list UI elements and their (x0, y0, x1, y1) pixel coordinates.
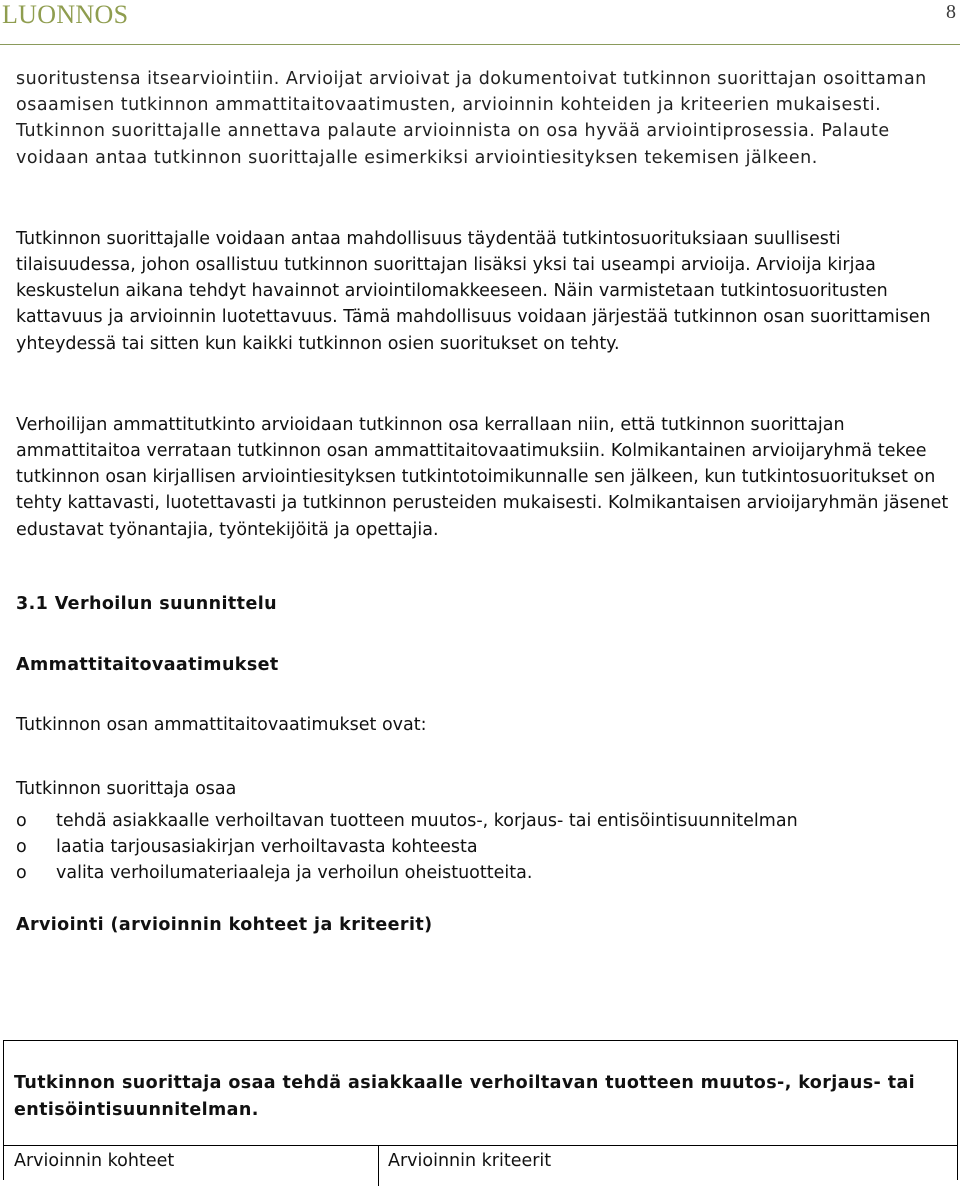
column-divider (378, 1146, 379, 1186)
bullet-marker: o (16, 837, 27, 858)
list-item-text: tehdä asiakkaalle verhoiltavan tuotteen muutos-, korjaus- tai entisöintisuunnitelman (56, 810, 798, 831)
list-item (16, 808, 952, 834)
requirements-lead: Tutkinnon suorittaja osaa (16, 778, 237, 799)
list-item (16, 834, 952, 860)
requirements-intro: Tutkinnon osan ammattitaitovaatimukset ovat: (16, 714, 427, 735)
table-title: Tutkinnon suorittaja osaa tehdä asiakkaalle verhoiltavan tuotteen muutos-, korjaus- tai entisöintisuunnitelman. (14, 1073, 916, 1120)
requirements-heading: Ammattitaitovaatimukset (16, 654, 279, 675)
page-number: 8 (946, 1, 956, 23)
column-header-targets: Arvioinnin kohteet (14, 1151, 175, 1171)
page-header (0, 0, 960, 45)
document-body (16, 66, 952, 935)
list-item-text: laatia tarjousasiakirjan verhoiltavasta kohteesta (56, 837, 478, 858)
document-status-title: LUONNOS (2, 0, 129, 29)
table-header-row (4, 1145, 957, 1186)
section-heading: 3.1 Verhoilun suunnittelu (16, 593, 277, 614)
requirements-list (16, 808, 952, 887)
bullet-marker: o (16, 863, 27, 884)
assessment-heading: Arviointi (arvioinnin kohteet ja kriteerit) (16, 915, 433, 936)
paragraph-supplementary-discussion: Tutkinnon suorittajalle voidaan antaa mahdollisuus täydentää tutkintosuorituksiaan suullisesti tilaisuudessa, johon osallistuu tutkinnon suorittajan lisäksi yksi tai useampi arvioija. Arvioija kirjaa keskustelun aikana tehdyt havainnot arviointilomakkeeseen. Näin varmistetaan tutkintosuoritusten kattavuus ja arvioinnin luotettavuus. Tämä mahdollisuus voidaan järjestää tutkinnon osan suorittamisen yhteydessä tai sitten kun kaikki tutkinnon osien suoritukset on tehty. (16, 228, 931, 354)
list-item-text: valita verhoilumateriaaleja ja verhoilun oheistuotteita. (56, 863, 533, 884)
assessment-table (3, 1040, 958, 1180)
list-item (16, 860, 952, 886)
bullet-marker: o (16, 810, 27, 831)
paragraph-self-assessment: suoritustensa itsearviointiin. Arvioijat arvioivat ja dokumentoivat tutkinnon suorittajan osoittaman osaamisen tutkinnon ammattitaitovaatimusten, arvioinnin kohteiden ja kriteerien mukaisesti. Tutkinnon suorittajalle annettava palaute arvioinnista on osa hyvää arviointiprosessia. Palaute voidaan antaa tutkinnon suorittajalle esimerkiksi arviointiesityksen tekemisen jälkeen. (16, 69, 927, 168)
column-header-criteria: Arvioinnin kriteerit (388, 1151, 552, 1171)
paragraph-assessment-group: Verhoilijan ammattitutkinto arvioidaan tutkinnon osa kerrallaan niin, että tutkinnon suorittajan ammattitaitoa verrataan tutkinnon osan ammattitaitovaatimuksiin. Kolmikantainen arvioijaryhmä tekee tutkinnon osan kirjallisen arviointiesityksen tutkintotoimikunnalle sen jälkeen, kun tutkintosuoritukset on tehty kattavasti, luotettavasti ja tutkinnon perusteiden mukaisesti. Kolmikantaisen arvioijaryhmän jäsenet edustavat työnantajia, työntekijöitä ja opettajia. (16, 414, 949, 540)
